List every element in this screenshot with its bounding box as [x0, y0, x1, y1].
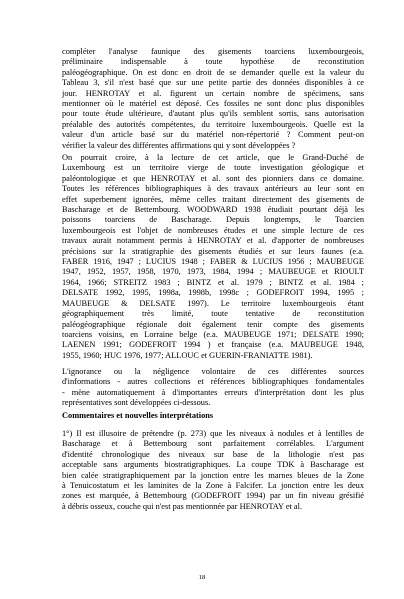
text-line: d'identité chronologique des niveaux sur base de la lithologie n'est pas [62, 449, 364, 459]
text-line: poissons toarciens de Bascharage. Depuis longtemps, le Toarcien [62, 215, 364, 225]
page-number: 18 [198, 574, 206, 581]
text-line: Luxembourg est un territoire vierge de toute investigation géologique et [62, 163, 364, 173]
text-line: 1°) Il est illusoire de prétendre (p. 273) que les niveaux à nodules et à lentilles de [62, 429, 364, 438]
paragraph-3 [62, 367, 364, 409]
text-line: à débris osseux, couche qui n'est pas mentionnée par HENROTAY et al. [62, 501, 303, 511]
text-line: préliminaire indispensable à toute hypothèse de reconstitution [62, 57, 364, 67]
paragraph-1 [62, 47, 364, 151]
text-line: représentatives sont développées ci-dessous. [62, 398, 211, 408]
text-line: compléter l'analyse faunique des gisements toarciens luxembourgeois, [62, 47, 364, 56]
text-line: géographiquement très limité, toute tentative de reconstitution [62, 309, 364, 319]
text-line: précisions sur la stratigraphie des gisements étudiés et sur leurs faunes (e.a. [62, 246, 364, 256]
text-line: Bascharage et à Bettembourg sont parfaitement corrélables. L'argument [62, 439, 364, 449]
text-line: paléogéographique régionale doit également tenir compte des gisements [62, 319, 364, 329]
text-line: bien calée stratigraphiquement par la jonction entre les marnes bleues de la Zone [62, 470, 364, 480]
text-line: 1947, 1952, 1957, 1958, 1970, 1973, 1984, 1994 ; MAUBEUGE et RIOULT [62, 267, 364, 277]
paragraph-4 [62, 429, 364, 512]
text-line: valeur d'un article basé sur du matériel non-répertorié ? Comment peut-on [62, 130, 364, 140]
text-line: d'informations - autres collections et références bibliographiques fondamentales [62, 377, 364, 387]
text-line: jour. HENROTAY et al. figurent un certain nombre de spécimens, sans [62, 88, 364, 98]
text-line: toarciens voisins, en Lorraine belge (e.a. MAUBEUGE 1971; DELSATE 1990; [62, 329, 364, 339]
text-line: paléontologique et que HENROTAY et al. sont des pionniers dans ce domaine. [62, 173, 364, 183]
text-line: mentionner où le matériel est déposé. Ces fossiles ne sont donc plus disponibles [62, 99, 364, 109]
text-line: - mène automatiquement à d'importantes erreurs d'interprétation dont les plus [62, 387, 364, 397]
text-line: zones est marquée, à Bettembourg (GODEFROIT 1994) par un fin niveau grésifié [62, 491, 364, 501]
text-line: DELSATE 1992, 1995, 1998a, 1998b, 1998c ; GODEFROIT 1994, 1995 ; [62, 288, 364, 298]
text-line: préalable des autorités compétentes, du territoire luxembourgeois. Quelle est la [62, 119, 364, 129]
text-line: travaux aurait notamment permis à HENROTAY et al. d'apporter de nombreuses [62, 236, 364, 246]
text-line: vérifier la valeur des différentes affirmations qui y sont développées ? [62, 140, 296, 150]
text-line: luxembourgeois est l'objet de nombreuses études et une simple lecture de ces [62, 225, 364, 235]
text-line: acceptable sans arguments biostratigraphiques. La coupe TDK à Bascharage est [62, 460, 364, 470]
text-line: 1955, 1960; HUC 1976, 1977; ALLOUC et GUERIN-FRANIATTE 1981). [62, 350, 313, 360]
paragraph-2 [62, 153, 364, 361]
text-line: Bascharage et de Bettembourg. WOODWARD 1938 étudiait pourtant déjà les [62, 205, 364, 215]
section-heading: Commentaires et nouvelles interprétations [62, 411, 214, 420]
text-line: FABER 1916, 1947 ; LUCIUS 1948 ; FABER & LUCIUS 1956 ; MAUBEUGE [62, 257, 364, 267]
text-line: pour toute étude ultérieure, d'autant plus qu'ils semblent sortis, sans autorisation [62, 109, 364, 119]
text-line: effet superbement ignorées, même celles traitant directement des gisements de [62, 194, 364, 204]
text-line: à Tenuicostatum et les laminites de la Zone à Falcifer. La jonction entre les deux [62, 481, 364, 491]
text-line: 1964, 1966; STREITZ 1983 ; BINTZ et al. 1979 ; BINTZ et al. 1984 ; [62, 277, 364, 287]
text-line: LAENEN 1991; GODEFROIT 1994 ) et française (e.a. MAUBEUGE 1948, [62, 340, 364, 350]
text-line: L'ignorance ou la négligence volontaire de ces différentes sources [62, 367, 364, 376]
text-line: paléogéographique. On est donc en droit de se demander quelle est la valeur du [62, 67, 364, 77]
text-line: On pourrait croire, à la lecture de cet article, que le Grand-Duché de [62, 153, 364, 162]
text-line: Tableau 3, s'il n'est basé que sur une petite partie des données disponibles à ce [62, 78, 364, 88]
text-line: Toutes les références bibliographiques à des travaux antérieurs au leur sont en [62, 184, 364, 194]
text-line: MAUBEUGE & DELSATE 1997). Le territoire luxembourgeois étant [62, 298, 364, 308]
